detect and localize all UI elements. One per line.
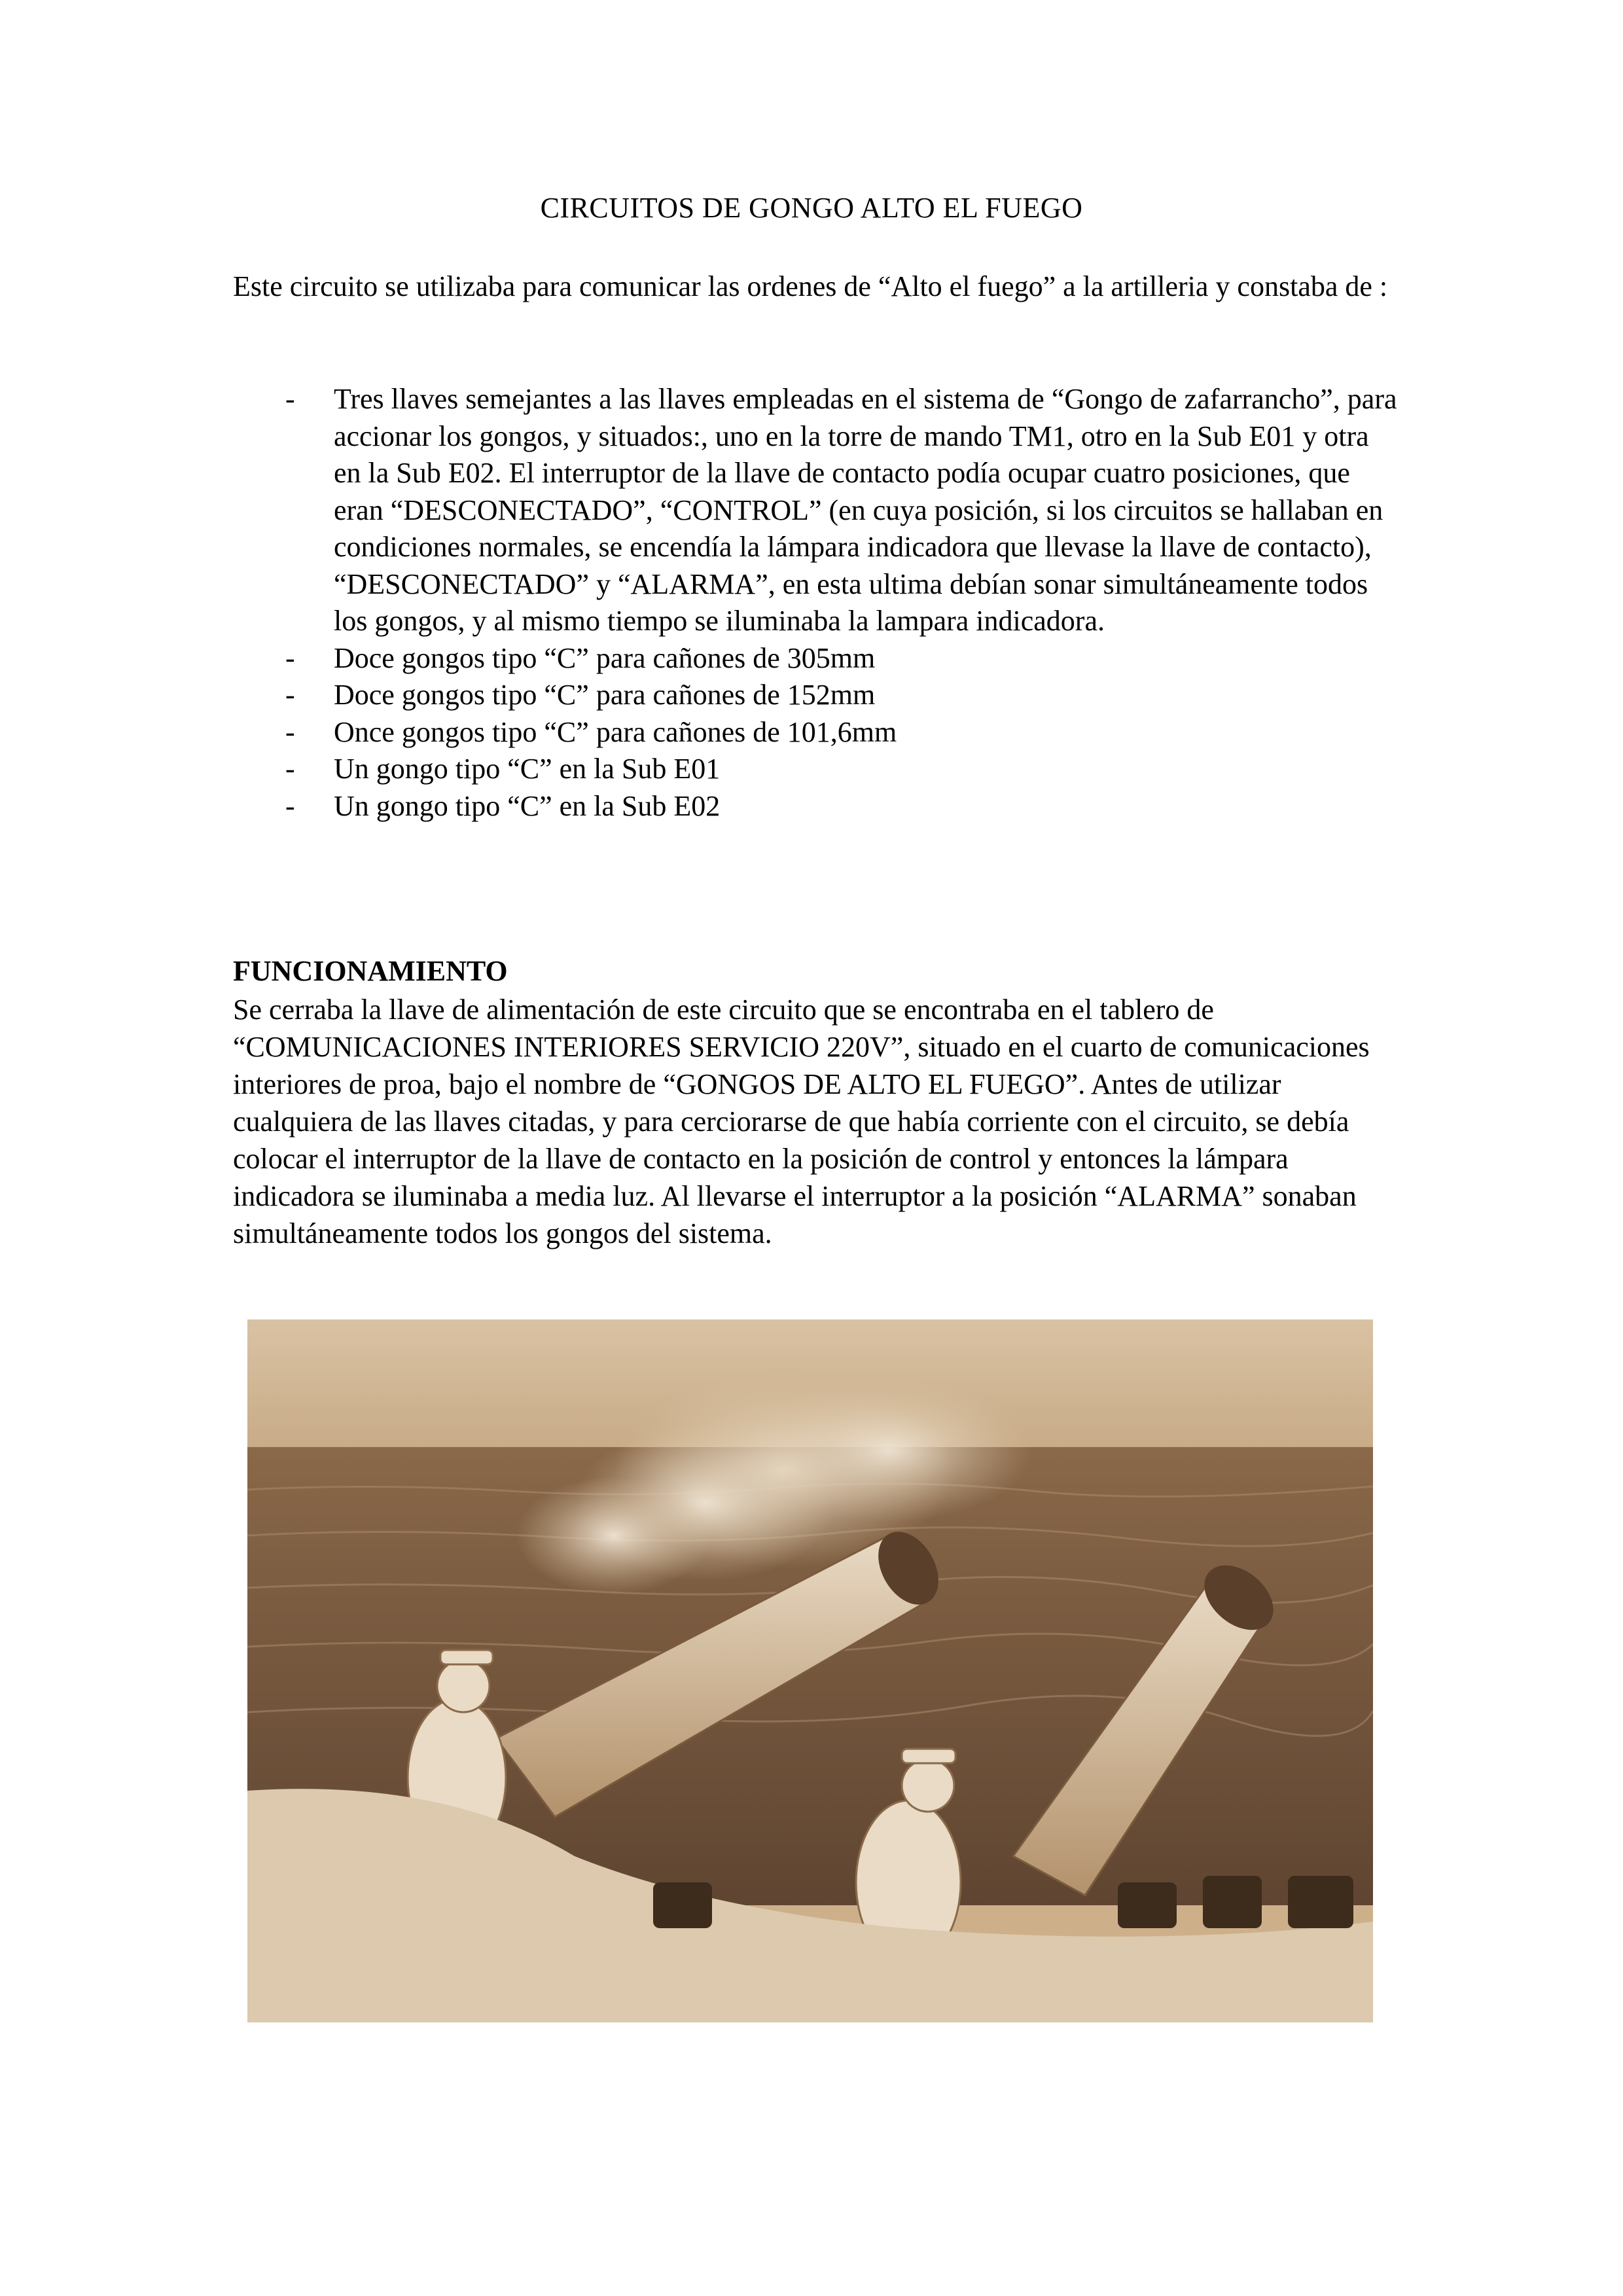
- list-item: - Doce gongos tipo “C” para cañones de 305mm: [233, 640, 1398, 677]
- intro-paragraph: Este circuito se utilizaba para comunicar las ordenes de “Alto el fuego” a la artilleria y constaba de :: [233, 270, 1388, 302]
- naval-guns-photo: [247, 1319, 1373, 2022]
- page-title: CIRCUITOS DE GONGO ALTO EL FUEGO: [540, 192, 1083, 224]
- list-item: - Doce gongos tipo “C” para cañones de 152mm: [233, 677, 1398, 714]
- section-heading: FUNCIONAMIENTO: [233, 955, 508, 987]
- component-list: [233, 381, 1398, 825]
- list-item: - Once gongos tipo “C” para cañones de 101,6mm: [233, 714, 1398, 751]
- list-item: - Un gongo tipo “C” en la Sub E02: [233, 788, 1398, 825]
- list-item: - Un gongo tipo “C” en la Sub E01: [233, 751, 1398, 788]
- body-paragraph: Se cerraba la llave de alimentación de este circuito que se encontraba en el tablero de “COMUNICACIONES INTERIORES SERVICIO 220V”, situado en el cuarto de comunicaciones interiores de proa, bajo el nombre de “GONGOS DE ALTO EL FUEGO”. Antes de utilizar cualquiera de las llaves citadas, y para cerciorarse de que había corriente con el circuito, se debía colocar el interruptor de la llave de contacto en la posición de control y entonces la lámpara indicadora se iluminaba a media luz. Al llevarse el interruptor a la posición “ALARMA” sonaban simultáneamente todos los gongos del sistema.: [233, 994, 1370, 1249]
- list-item: - Tres llaves semejantes a las llaves empleadas en el sistema de “Gongo de zafarrancho”, para accionar los gongos, y situados:, uno en la torre de mando TM1, otro en la Sub E01 y otra en la Sub E02. El interruptor de la llave de contacto podía ocupar cuatro posiciones, que eran “DESCONECTADO”, “CONTROL” (en cuya posición, si los circuitos se hallaban en condiciones normales, se encendía la lámpara indicadora que llevase la llave de contacto), “DESCONECTADO” y “ALARMA”, en esta ultima debían sonar simultáneamente todos los gongos, y al mismo tiempo se iluminaba la lampara indicadora.: [233, 381, 1398, 640]
